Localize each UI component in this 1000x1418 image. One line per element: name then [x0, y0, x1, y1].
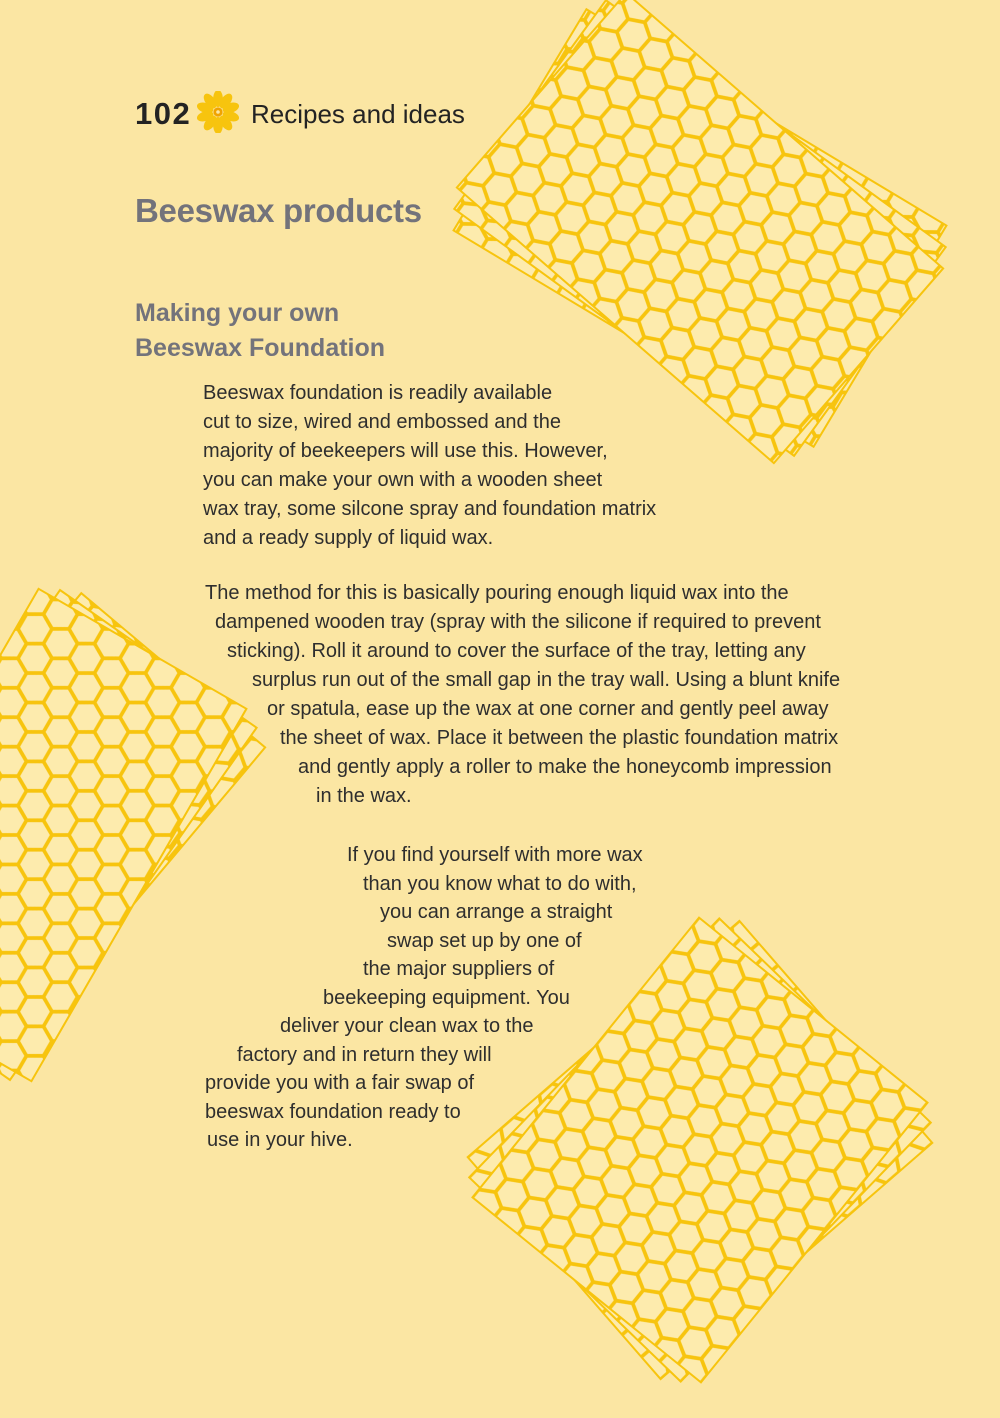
text-line: surplus run out of the small gap in the tray wall. Using a blunt knife — [252, 669, 841, 691]
section-title: Recipes and ideas — [251, 99, 465, 129]
text-line: factory and in return they will — [237, 1043, 492, 1066]
text-line: beekeeping equipment. You — [323, 986, 570, 1009]
page-title: Beeswax products — [135, 192, 422, 229]
paragraph-method — [203, 579, 840, 811]
text-line: If you find yourself with more wax — [347, 844, 643, 866]
text-line: Beeswax foundation is readily available — [203, 382, 553, 404]
text-line: the major suppliers of — [363, 958, 555, 980]
text-line: and gently apply a roller to make the honeycomb impression — [298, 756, 832, 778]
sub-heading — [135, 296, 385, 366]
page-number: 102 — [135, 96, 192, 131]
paragraph-intro — [203, 379, 656, 553]
text-line: than you know what to do with, — [363, 872, 637, 895]
text-line: provide you with a fair swap of — [205, 1072, 475, 1094]
text-line: beeswax foundation ready to — [205, 1100, 461, 1123]
sub-heading-line-1: Making your own — [135, 299, 340, 327]
text-line: deliver your clean wax to the — [280, 1015, 534, 1037]
text-line: and a ready supply of liquid wax. — [203, 527, 494, 549]
text-line: in the wax. — [316, 785, 412, 807]
text-line: or spatula, ease up the wax at one corner and gently peel away — [267, 698, 829, 720]
text-line: you can make your own with a wooden sheet — [203, 469, 603, 491]
text-line: sticking). Roll it around to cover the surface of the tray, letting any — [227, 640, 806, 662]
text-line: dampened wooden tray (spray with the silicone if required to prevent — [215, 611, 821, 633]
text-line: the sheet of wax. Place it between the plastic foundation matrix — [280, 727, 839, 749]
text-line: The method for this is basically pouring enough liquid wax into the — [205, 582, 789, 604]
text-line: use in your hive. — [207, 1129, 353, 1151]
text-line: swap set up by one of — [387, 929, 582, 952]
paragraph-swap — [203, 841, 643, 1155]
text-line: you can arrange a straight — [380, 901, 613, 923]
text-line: cut to size, wired and embossed and the — [203, 411, 561, 433]
sub-heading-line-2: Beeswax Foundation — [135, 334, 386, 362]
flower-icon — [197, 91, 239, 133]
text-line: wax tray, some silcone spray and foundation matrix — [203, 498, 657, 520]
text-line: majority of beekeepers will use this. However, — [203, 440, 608, 462]
